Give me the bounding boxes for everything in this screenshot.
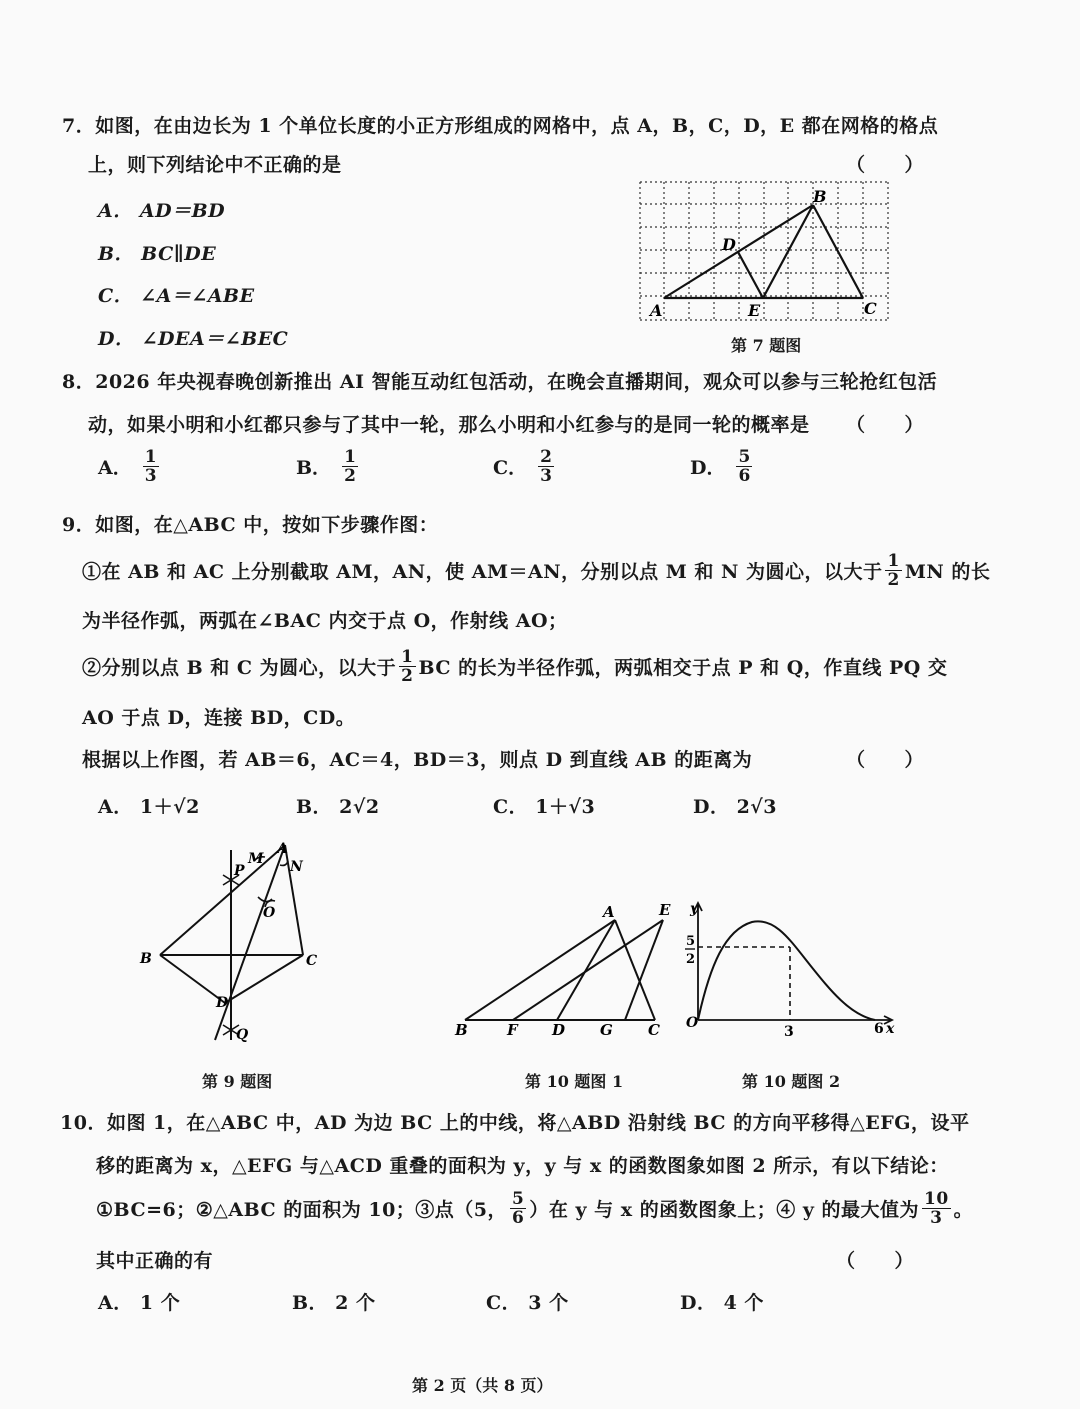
q10-y-label: y	[690, 901, 699, 917]
q9-step2-text-a: ②分别以点 B 和 C 为圆心，以大于	[82, 657, 397, 679]
q10-caption-1: 第 10 题图 1	[525, 1072, 624, 1091]
q10-option-d[interactable]: D． 4 个	[680, 1292, 764, 1314]
q10-point-f: F	[507, 1021, 518, 1039]
q9-point-o: O	[263, 905, 276, 921]
q10-option-a[interactable]: A． 1 个	[98, 1292, 181, 1314]
q7-option-a[interactable]: A． AD＝BD	[98, 200, 226, 222]
q7-caption: 第 7 题图	[731, 336, 802, 355]
q7-point-c: C	[864, 299, 877, 318]
q9-question: 根据以上作图，若 AB＝6，AC＝4，BD＝3，则点 D 到直线 AB 的距离为	[82, 749, 753, 771]
q10-x-label: x	[886, 1021, 895, 1037]
q9-step2-line2: AO 于点 D，连接 BD，CD。	[82, 707, 356, 729]
q9-figure	[130, 835, 330, 1050]
q9-point-n: N	[290, 859, 303, 875]
q9-arc-marks	[223, 857, 288, 1035]
q10-y-tick-denominator: 2	[686, 952, 696, 967]
q10-line2: 移的距离为 x，△EFG 与△ACD 重叠的面积为 y，y 与 x 的函数图象如图 2 所示，有以下结论：	[96, 1155, 949, 1177]
q7-option-b[interactable]: B． BC∥DE	[98, 243, 217, 265]
q7-line1: 7．如图，在由边长为 1 个单位长度的小正方形组成的网格中，点 A，B，C，D，E 都在网格的格点	[62, 115, 939, 137]
q10-line4: 其中正确的有	[96, 1250, 214, 1272]
q8-answer-bracket: （ ）	[846, 414, 925, 436]
q10-option-c[interactable]: C． 3 个	[486, 1292, 569, 1314]
q9-point-a: A	[277, 841, 288, 857]
q8-option-d[interactable]	[690, 448, 755, 485]
q9-step1-fraction	[885, 552, 901, 589]
q9-figure-lines	[160, 845, 303, 1040]
q8-option-c-fraction	[538, 448, 554, 485]
q8-option-a[interactable]	[98, 448, 162, 485]
q8-option-b-fraction	[342, 448, 358, 485]
q8-option-a-fraction	[143, 448, 159, 485]
q10-point-fraction	[510, 1190, 526, 1227]
q8-option-b-letter: B．	[296, 457, 332, 479]
q9-point-m: M	[248, 851, 264, 867]
q9-point-c: C	[306, 953, 318, 969]
denominator: 3	[540, 466, 552, 486]
q9-line1: 9．如图，在△ABC 中，按如下步骤作图：	[62, 514, 439, 536]
q10-max-fraction	[922, 1190, 951, 1227]
q9-point-p: P	[234, 863, 245, 879]
page-footer: 第 2 页（共 8 页）	[412, 1376, 553, 1395]
q7-line2: 上，则下列结论中不正确的是	[88, 154, 342, 176]
q7-grid-figure	[630, 172, 900, 334]
q10-point-d: D	[552, 1021, 566, 1039]
q8-option-c[interactable]	[493, 448, 557, 485]
q10-point-e: E	[659, 901, 671, 919]
q9-step1-text-b: MN 的长	[904, 561, 991, 583]
q10-line1: 10．如图 1，在△ABC 中，AD 为边 BC 上的中线，将△ABD 沿射线 BC 的方向平移得△EFG，设平	[60, 1112, 970, 1134]
q10-line3-text-a: ①BC=6；②△ABC 的面积为 10；③点（5，	[96, 1199, 508, 1221]
q10-dashed-guides	[698, 947, 790, 1020]
denominator: 6	[512, 1208, 525, 1228]
denominator: 6	[738, 466, 751, 486]
q9-option-d[interactable]: D． 2√3	[693, 796, 778, 818]
q10-line3-text-b: ）在 y 与 x 的函数图象上；④ y 的最大值为	[529, 1199, 919, 1221]
q9-point-d: D	[216, 995, 229, 1011]
numerator: 1	[401, 647, 414, 667]
numerator: 1	[344, 447, 356, 467]
q9-step2-text-b: BC 的长为半径作弧，两弧相交于点 P 和 Q，作直线 PQ 交	[418, 657, 948, 679]
q8-option-d-letter: D．	[690, 457, 726, 479]
numerator: 5	[738, 447, 751, 467]
q9-step1-line	[82, 552, 990, 589]
q8-option-d-fraction	[736, 448, 752, 485]
q9-point-b: B	[140, 951, 152, 967]
denominator: 2	[401, 666, 414, 686]
numerator: 1	[144, 447, 157, 467]
q8-option-c-letter: C．	[493, 457, 528, 479]
q9-caption: 第 9 题图	[202, 1072, 273, 1091]
q9-answer-bracket: （ ）	[846, 749, 925, 771]
q8-option-b[interactable]	[296, 448, 361, 485]
q9-option-c[interactable]: C． 1＋√3	[493, 796, 596, 818]
q7-answer-bracket: （ ）	[846, 154, 925, 176]
q10-figure-1-lines	[465, 920, 663, 1020]
q7-point-a: A	[650, 301, 663, 320]
q9-point-q: Q	[236, 1027, 249, 1043]
q9-option-b[interactable]: B． 2√2	[296, 796, 380, 818]
q9-step1-text-a: ①在 AB 和 AC 上分别截取 AM，AN，使 AM＝AN，分别以点 M 和 N 为圆心，以大于	[82, 561, 883, 583]
q10-option-b[interactable]: B． 2 个	[292, 1292, 376, 1314]
numerator: 5	[512, 1189, 525, 1209]
q10-x-tick-3: 3	[784, 1024, 794, 1040]
q9-step2-fraction	[399, 648, 415, 685]
q8-option-a-letter: A．	[98, 457, 132, 479]
q10-point-b: B	[455, 1021, 468, 1039]
q7-point-e: E	[748, 301, 761, 320]
q10-y-tick-numerator: 5	[686, 934, 696, 949]
q10-answer-bracket: （ ）	[836, 1250, 915, 1272]
numerator: 2	[540, 447, 552, 467]
grid-lines	[640, 182, 888, 320]
q10-curve	[698, 921, 875, 1020]
q10-line3	[96, 1190, 973, 1227]
q7-option-d[interactable]: D． ∠DEA＝∠BEC	[98, 328, 289, 350]
denominator: 3	[144, 466, 157, 486]
numerator: 10	[923, 1189, 949, 1209]
q10-figure-2	[680, 895, 905, 1045]
q9-step1-line2: 为半径作弧，两弧在∠BAC 内交于点 O，作射线 AO；	[82, 610, 568, 632]
q10-point-c: C	[648, 1021, 660, 1039]
q10-x-tick-6: 6	[874, 1021, 884, 1037]
q10-point-a: A	[603, 903, 615, 921]
q8-line1: 8．2026 年央视春晚创新推出 AI 智能互动红包活动，在晚会直播期间，观众可以参与三轮抢红包活	[62, 371, 938, 393]
q9-option-a[interactable]: A． 1＋√2	[98, 796, 200, 818]
q7-option-c[interactable]: C． ∠A＝∠ABE	[98, 285, 255, 307]
q10-figure-1	[445, 895, 680, 1045]
q10-origin-label: O	[686, 1015, 699, 1031]
denominator: 3	[930, 1208, 943, 1228]
q10-axes	[694, 903, 892, 1024]
q10-point-g: G	[600, 1021, 613, 1039]
q10-line3-text-c: 。	[953, 1199, 974, 1221]
q9-step2-line	[82, 648, 947, 685]
q7-point-d: D	[722, 235, 736, 254]
denominator: 2	[344, 466, 356, 486]
q10-caption-2: 第 10 题图 2	[742, 1072, 841, 1091]
q8-line2: 动，如果小明和小红都只参与了其中一轮，那么小明和小红参与的是同一轮的概率是	[88, 414, 810, 436]
denominator: 2	[887, 570, 900, 590]
q7-point-b: B	[813, 187, 827, 206]
numerator: 1	[887, 551, 900, 571]
